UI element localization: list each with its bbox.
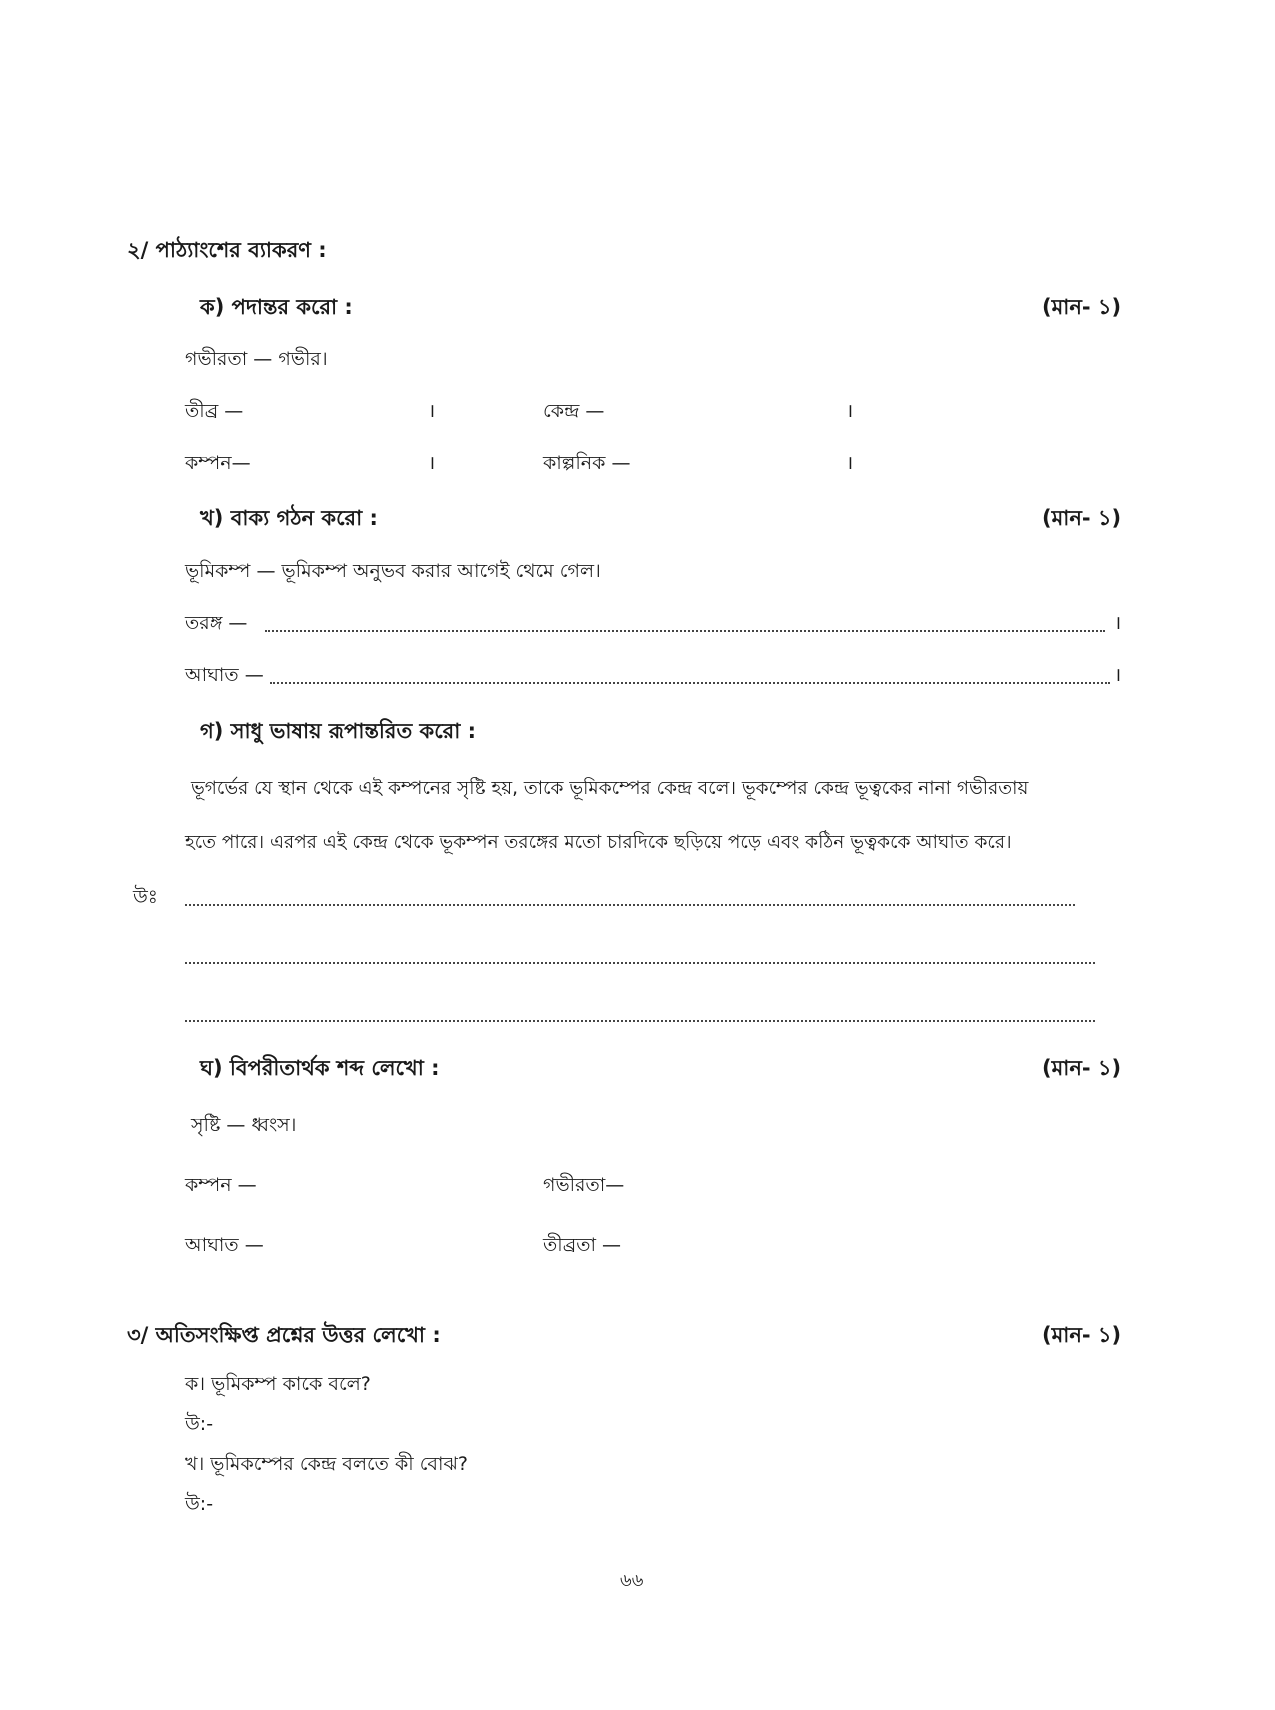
question-1: ক। ভূমিকম্প কাকে বলে? (185, 1373, 371, 1395)
danda-mark: । (846, 400, 854, 422)
section-3-title: ৩/ অতিসংক্ষিপ্ত প্রশ্নের উত্তর লেখো : (127, 1323, 441, 1347)
danda-mark: । (428, 400, 436, 422)
danda-mark: । (428, 452, 436, 474)
subsection-b-item-1: তরঙ্গ — (185, 612, 248, 634)
question-2: খ। ভূমিকম্পের কেন্দ্র বলতে কী বোঝ? (185, 1453, 468, 1475)
subsection-a-example: গভীরতা — গভীর। (185, 348, 328, 370)
subsection-d-item-left-2: আঘাত — (185, 1234, 264, 1256)
section-2-title: ২/ পাঠ্যাংশের ব্যাকরণ : (127, 238, 327, 262)
page-number: ৬৬ (620, 1570, 644, 1591)
subsection-d-example: সৃষ্টি — ধ্বংস। (191, 1114, 297, 1136)
answer-dotted-line[interactable] (270, 682, 1110, 684)
subsection-c-title: গ) সাধু ভাষায় রূপান্তরিত করো : (200, 719, 477, 743)
subsection-a-title: ক) পদান্তর করো : (200, 295, 353, 319)
subsection-b-item-2: আঘাত — (185, 664, 264, 686)
subsection-d-marks: (মান- ১) (1042, 1056, 1122, 1080)
subsection-c-paragraph-line-2: হতে পারে। এরপর এই কেন্দ্র থেকে ভূকম্পন তরঙ্গের মতো চারদিকে ছড়িয়ে পড়ে এবং কঠিন ভূত্বককে আঘাত করে। (185, 832, 1012, 853)
subsection-b-marks: (মান- ১) (1042, 506, 1122, 530)
subsection-d-title: ঘ) বিপরীতার্থক শব্দ লেখো : (200, 1056, 440, 1080)
danda-mark: । (1114, 664, 1122, 686)
subsection-a-item-left-2: কম্পন— (185, 452, 251, 474)
danda-mark: । (1114, 612, 1122, 634)
answer-label: উঃ (133, 886, 158, 908)
subsection-a-item-right-1: কেন্দ্র — (543, 400, 605, 422)
answer-dotted-line[interactable] (185, 1020, 1095, 1022)
answer-dotted-line[interactable] (265, 630, 1105, 632)
danda-mark: । (846, 452, 854, 474)
answer-dotted-line[interactable] (185, 962, 1095, 964)
subsection-b-example: ভূমিকম্প — ভূমিকম্প অনুভব করার আগেই থেমে গেল। (185, 560, 601, 582)
subsection-d-item-right-2: তীব্রতা — (543, 1234, 622, 1256)
subsection-d-item-left-1: কম্পন — (185, 1174, 257, 1196)
answer-2-label: উ:- (185, 1493, 214, 1515)
subsection-a-item-right-2: কাল্পনিক — (543, 452, 631, 474)
subsection-d-item-right-1: গভীরতা— (543, 1174, 625, 1196)
subsection-b-title: খ) বাক্য গঠন করো : (200, 506, 378, 530)
answer-1-label: উ:- (185, 1413, 214, 1435)
subsection-a-marks: (মান- ১) (1042, 295, 1122, 319)
section-3-marks: (মান- ১) (1042, 1323, 1122, 1347)
subsection-a-item-left-1: তীব্র — (185, 400, 244, 422)
answer-dotted-line[interactable] (185, 904, 1075, 906)
subsection-c-paragraph-line-1: ভূগর্ভের যে স্থান থেকে এই কম্পনের সৃষ্টি হয়, তাকে ভূমিকম্পের কেন্দ্র বলে। ভূকম্পের কেন্দ্র ভূত্বকের নানা গভীরতায় (191, 778, 1029, 799)
